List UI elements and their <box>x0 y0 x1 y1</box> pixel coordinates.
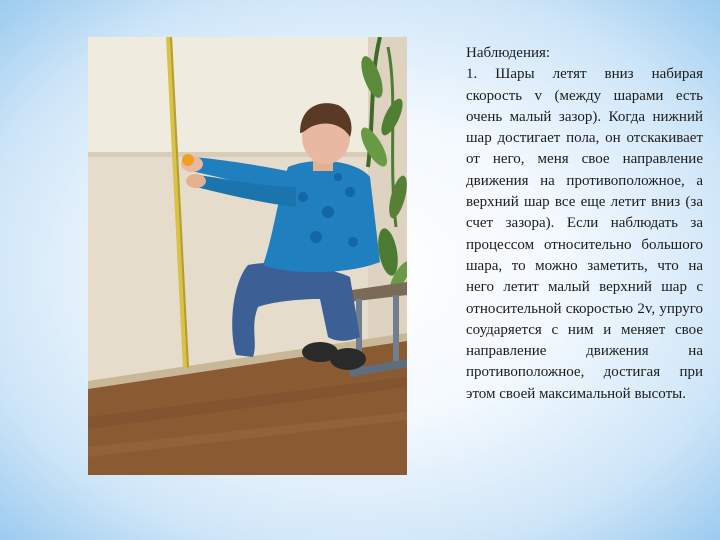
wall-trim <box>88 152 407 157</box>
experiment-photo <box>88 37 407 475</box>
photo-illustration <box>88 37 407 475</box>
upper-wall <box>88 37 407 157</box>
observation-paragraph: 1. Шары летят вниз набирая скорость v (между шарами есть очень малый зазор). Когда нижний шар достигает пола, он отскакивает от него, меня свое направление движения на противоположное, а верхний шар все еще летит вниз (за счет зазора). Если наблюдать за процессом относительно большого шара, то можно заметить, что на него летит малый верхний шар с относительной скоростью 2v, упруго соударяется с ним и меняет свое направление движения на противоположное, достигая при этом своей максимальной высоты. <box>466 66 703 402</box>
observation-text <box>466 43 703 405</box>
observation-heading: Наблюдения: <box>466 45 551 61</box>
